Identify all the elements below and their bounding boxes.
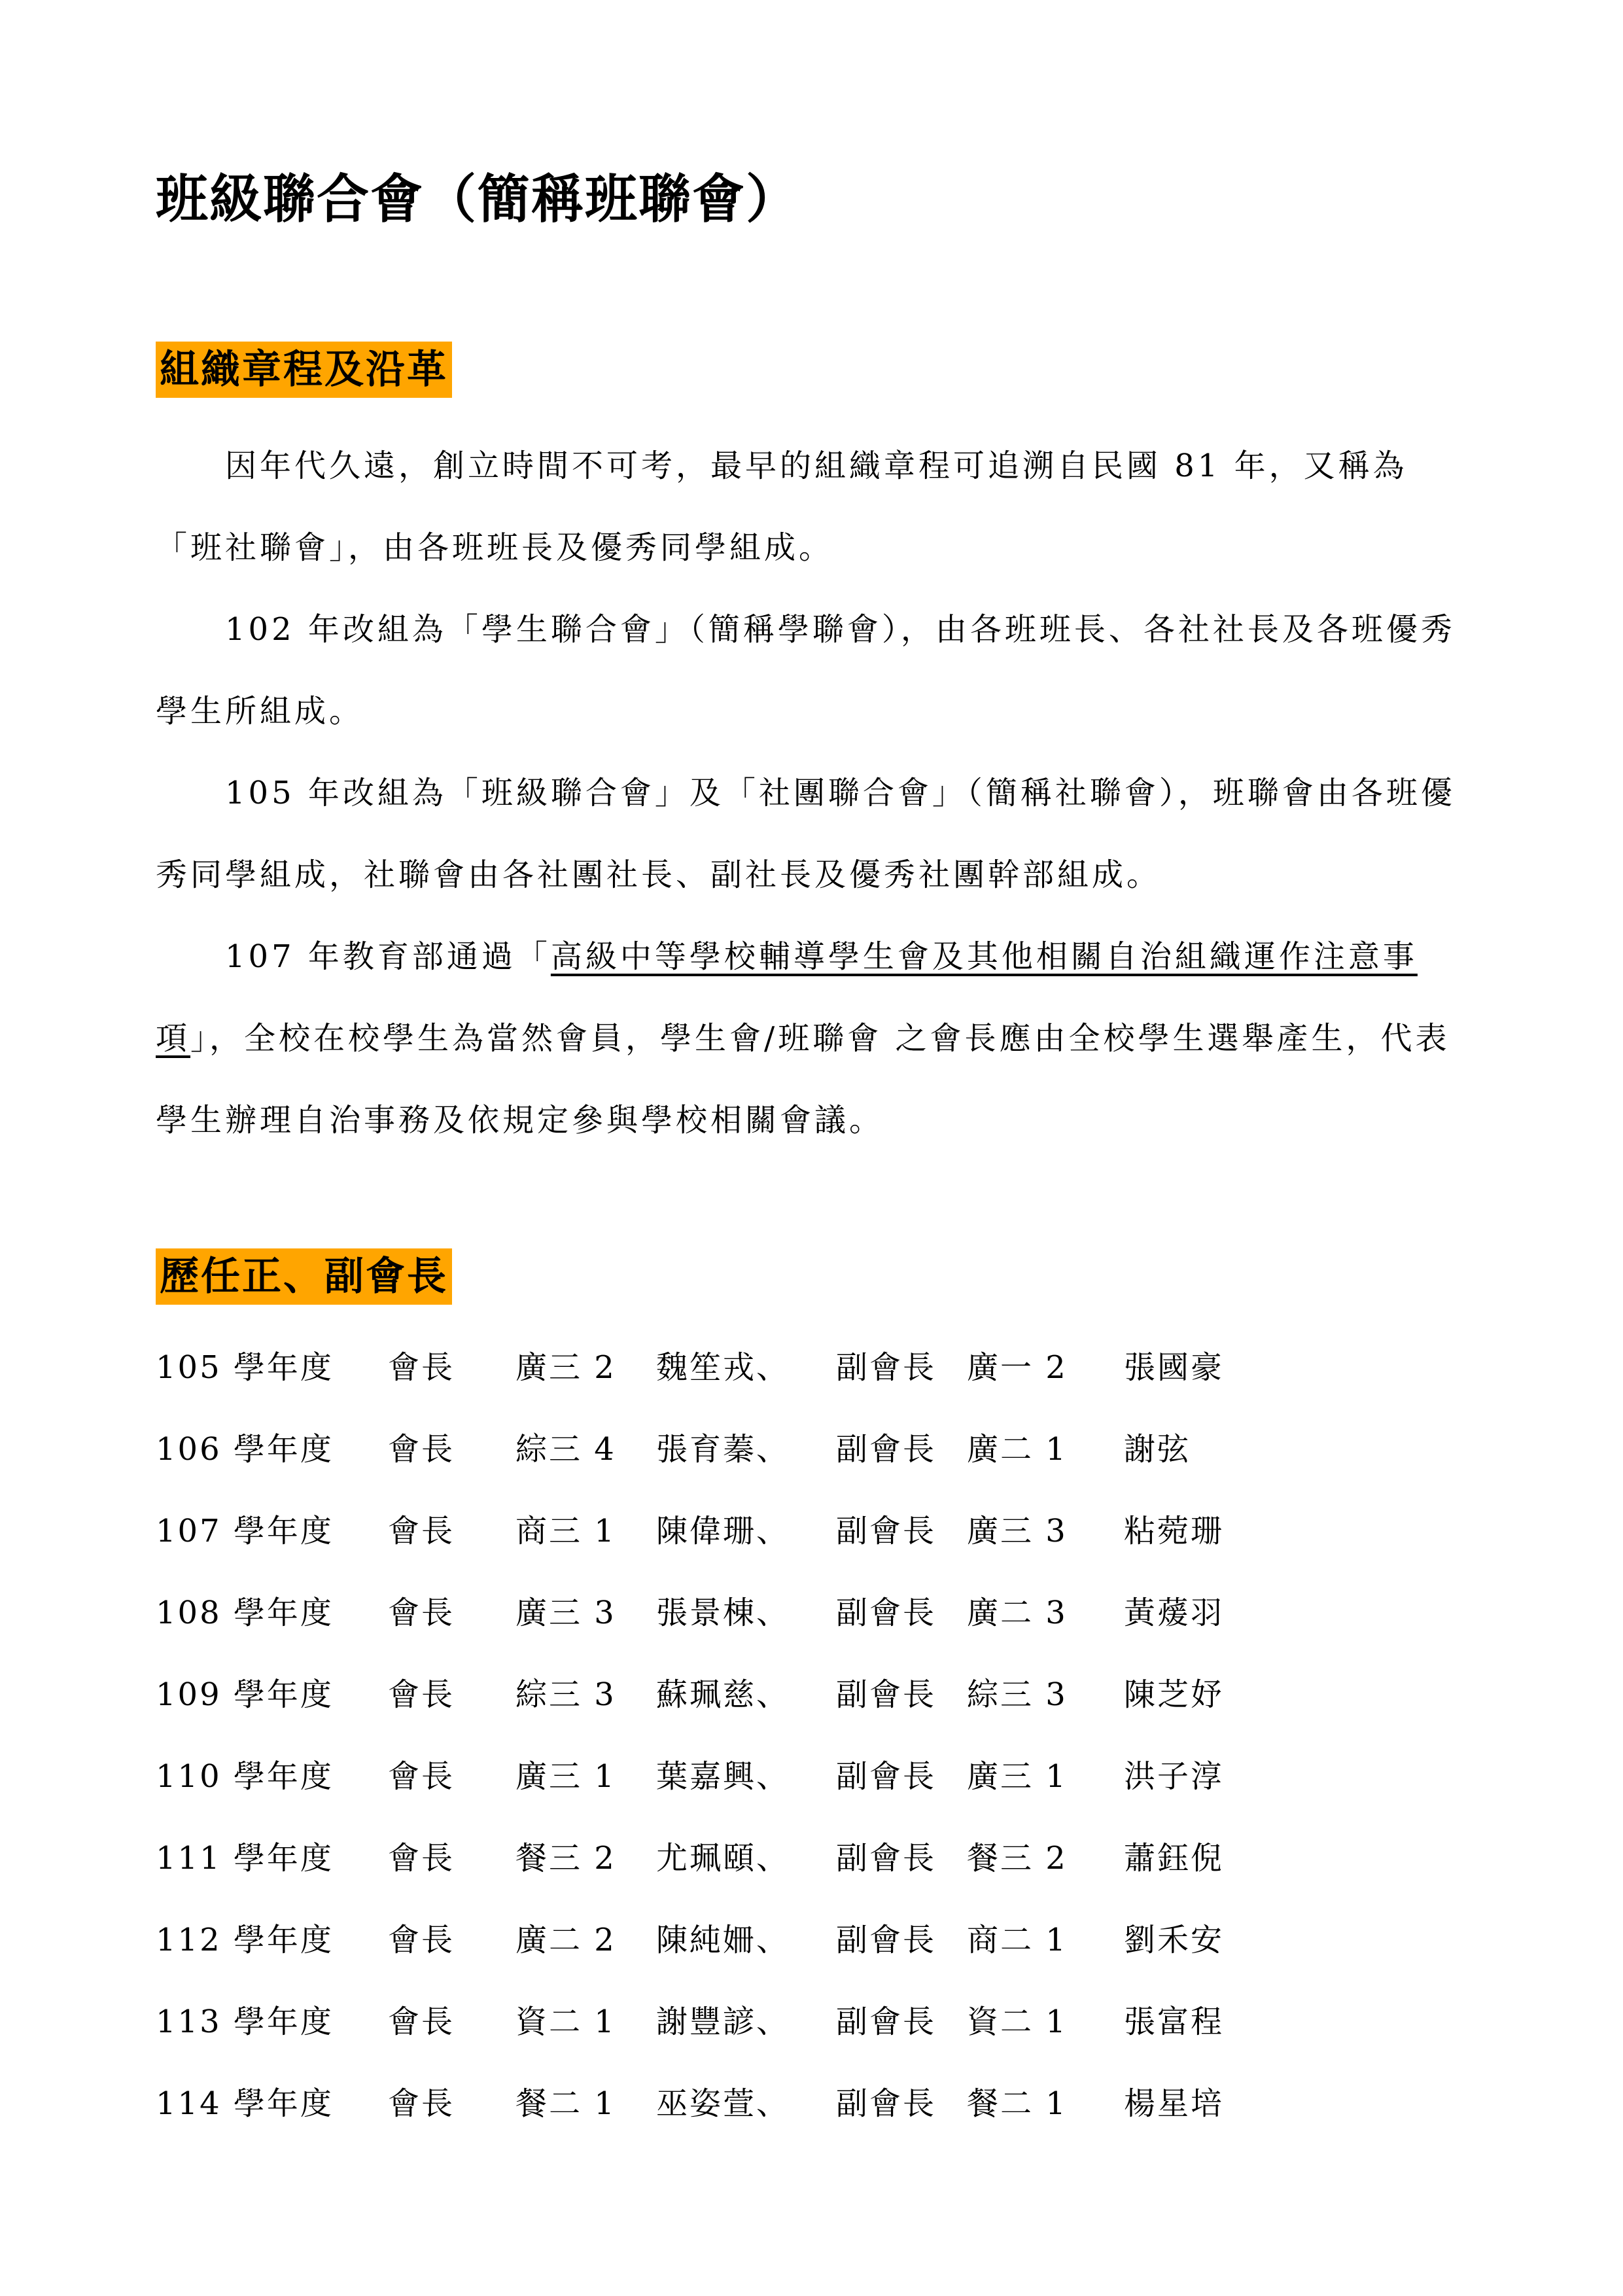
roster-class1: 廣三 3 (515, 1595, 616, 1631)
roster-name1: 謝豐諺、 (656, 2004, 790, 2040)
roster-name2: 謝弦 (1124, 1431, 1191, 1468)
roster-year: 113 學年度 (156, 2004, 334, 2040)
page-title: 班級聯合會（簡稱班聯會） (156, 169, 799, 230)
roster-name1: 蘇珮慈、 (656, 1676, 790, 1713)
roster-name2: 張國豪 (1124, 1349, 1225, 1386)
roster-class2: 廣三 1 (967, 1758, 1068, 1795)
roster-role1: 會長 (388, 1676, 455, 1713)
roster-role1: 會長 (388, 1758, 455, 1795)
roster-name2: 劉禾安 (1124, 1922, 1225, 1958)
roster-name2: 黃蕿羽 (1124, 1595, 1225, 1631)
roster-class1: 廣三 2 (515, 1349, 616, 1386)
history-paragraph: 因年代久遠，創立時間不可考，最早的組織章程可追溯自民國 81 年，又稱為「班社聯會」，由各班班長及優秀同學組成。 (156, 448, 1408, 566)
roster-role1: 會長 (388, 1595, 455, 1631)
roster-role1: 會長 (388, 1349, 455, 1386)
roster-class2: 廣一 2 (967, 1349, 1068, 1386)
roster-class1: 廣三 1 (515, 1758, 616, 1795)
roster-year: 109 學年度 (156, 1676, 334, 1713)
roster-row (156, 1327, 1333, 1409)
roster-name1: 張育蓁、 (656, 1431, 790, 1468)
roster-name2: 陳芝妤 (1124, 1676, 1225, 1713)
roster-role2: 副會長 (836, 2004, 937, 2040)
roster-role1: 會長 (388, 1513, 455, 1549)
roster-class2: 商二 1 (967, 1922, 1068, 1958)
roster-class1: 綜三 3 (515, 1676, 616, 1713)
roster-row (156, 2063, 1333, 2145)
roster-role2: 副會長 (836, 1676, 937, 1713)
roster-row (156, 1736, 1333, 1818)
roster-name2: 粘菀珊 (1124, 1513, 1225, 1549)
roster-name1: 巫姿萱、 (656, 2085, 790, 2122)
history-paragraph: 105 年改組為「班級聯合會」及「社團聯合會」（簡稱社聯會），班聯會由各班優秀同學組成，社聯會由各社團社長、副社長及優秀社團幹部組成。 (156, 775, 1456, 893)
roster-class2: 廣二 3 (967, 1595, 1068, 1631)
history-section (156, 425, 1471, 1161)
roster-name1: 葉嘉興、 (656, 1758, 790, 1795)
roster-role2: 副會長 (836, 1431, 937, 1468)
roster-year: 114 學年度 (156, 2085, 334, 2122)
roster-name1: 陳偉珊、 (656, 1513, 790, 1549)
roster-year: 107 學年度 (156, 1513, 334, 1549)
roster-row (156, 1572, 1333, 1654)
roster-row (156, 1491, 1333, 1572)
roster-class1: 廣二 2 (515, 1922, 616, 1958)
roster-class2: 資二 1 (967, 2004, 1068, 2040)
roster-class1: 商三 1 (515, 1513, 616, 1549)
roster-year: 105 學年度 (156, 1349, 334, 1386)
roster-class1: 餐二 1 (515, 2085, 616, 2122)
roster-name2: 楊星培 (1124, 2085, 1225, 2122)
roster-class1: 餐三 2 (515, 1840, 616, 1877)
roster-row (156, 1899, 1333, 1981)
roster-year: 110 學年度 (156, 1758, 334, 1795)
roster-class2: 綜三 3 (967, 1676, 1068, 1713)
roster-year: 112 學年度 (156, 1922, 334, 1958)
roster-role2: 副會長 (836, 1840, 937, 1877)
roster-name2: 蕭鈺倪 (1124, 1840, 1225, 1877)
roster-class2: 餐二 1 (967, 2085, 1068, 2122)
roster-role2: 副會長 (836, 1595, 937, 1631)
section-heading-roster: 歷任正、副會長 (156, 1248, 452, 1305)
roster-role2: 副會長 (836, 1513, 937, 1549)
roster-class2: 餐三 2 (967, 1840, 1068, 1877)
roster-role2: 副會長 (836, 2085, 937, 2122)
roster-year: 108 學年度 (156, 1595, 334, 1631)
roster-name1: 陳純姍、 (656, 1922, 790, 1958)
roster-role1: 會長 (388, 1431, 455, 1468)
roster-year: 106 學年度 (156, 1431, 334, 1468)
roster-row (156, 1654, 1333, 1736)
history-paragraph (156, 916, 1471, 1161)
roster-row (156, 1818, 1333, 1899)
roster-class1: 綜三 4 (515, 1431, 616, 1468)
roster-role2: 副會長 (836, 1349, 937, 1386)
roster-role1: 會長 (388, 1922, 455, 1958)
roster-class2: 廣二 1 (967, 1431, 1068, 1468)
roster-list (156, 1327, 1333, 2145)
roster-class2: 廣三 3 (967, 1513, 1068, 1549)
history-paragraph: 102 年改組為「學生聯合會」（簡稱學聯會），由各班班長、各社社長及各班優秀學生所組成。 (156, 611, 1456, 730)
roster-name2: 張富程 (1124, 2004, 1225, 2040)
paragraph-text: 」，全校在校學生為當然會員，學生會/班聯會 之會長應由全校學生選舉產生，代表學生辦理自治事務及依規定參與學校相關會議。 (156, 1020, 1450, 1139)
roster-role1: 會長 (388, 1840, 455, 1877)
roster-role1: 會長 (388, 2085, 455, 2122)
paragraph-text: 107 年教育部通過「 (225, 938, 551, 975)
roster-row (156, 1409, 1333, 1491)
regulation-link[interactable]: 高級中等學校輔導學生會及其他相關自治組織運作注意事項 (156, 938, 1418, 1057)
roster-year: 111 學年度 (156, 1840, 334, 1877)
roster-role2: 副會長 (836, 1922, 937, 1958)
roster-role1: 會長 (388, 2004, 455, 2040)
roster-name2: 洪子淳 (1124, 1758, 1225, 1795)
roster-row (156, 1981, 1333, 2063)
roster-class1: 資二 1 (515, 2004, 616, 2040)
roster-name1: 魏笙戎、 (656, 1349, 790, 1386)
roster-name1: 尤珮頤、 (656, 1840, 790, 1877)
roster-role2: 副會長 (836, 1758, 937, 1795)
section-heading-history: 組織章程及沿革 (156, 342, 452, 398)
roster-name1: 張景棟、 (656, 1595, 790, 1631)
